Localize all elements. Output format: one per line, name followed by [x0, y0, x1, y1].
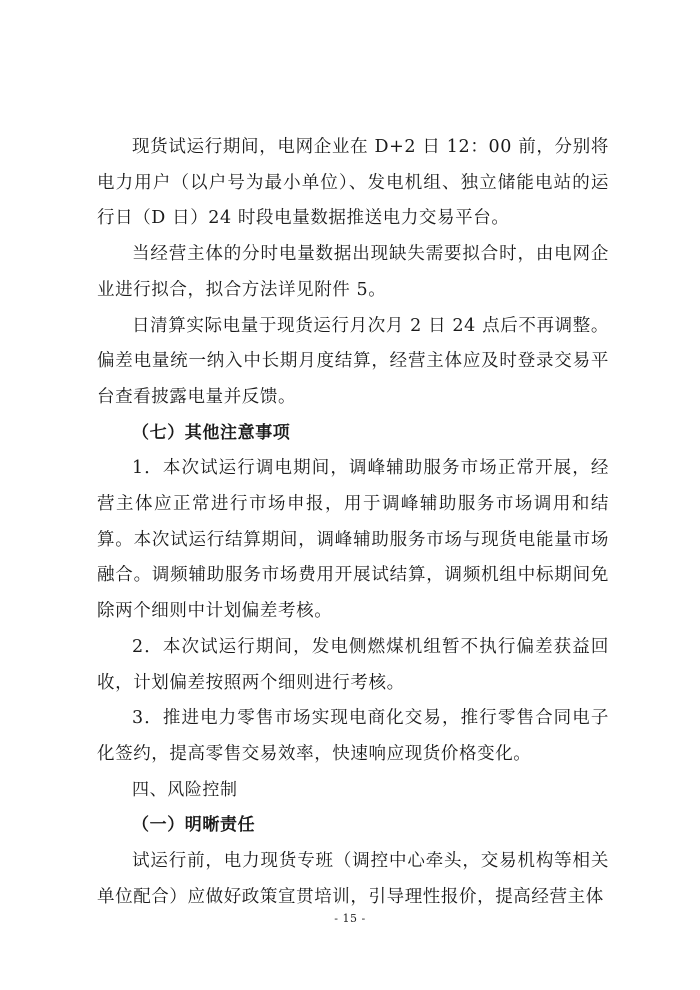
paragraph-item-1: 1．本次试运行调电期间，调峰辅助服务市场正常开展，经营主体应正常进行市场申报，用于调峰辅助服务市场调用和结算。本次试运行结算期间，调峰辅助服务市场与现货电能量市场融合。调频辅助服务市场费用开展试结算，调频机组中标期间免除两个细则中计划偏差考核。: [97, 458, 609, 622]
page-number: - 15 -: [334, 912, 366, 925]
paragraph-pre-trial: 试运行前，电力现货专班（调控中心牵头，交易机构等相关单位配合）应做好政策宣贯培训，引导理性报价，提高经营主体: [97, 851, 609, 907]
subheading-other-notes: （七）其他注意事项: [132, 422, 291, 443]
paragraph-data-push: 现货试运行期间，电网企业在 D+2 日 12：00 前，分别将电力用户（以户号为最小单位）、发电机组、独立储能电站的运行日（D 日）24 时段电量数据推送电力交易平台。: [97, 137, 609, 229]
paragraph-item-2: 2．本次试运行期间，发电侧燃煤机组暂不执行偏差获益回收，计划偏差按照两个细则进行考核。: [97, 636, 609, 693]
paragraph-item-3: 3．推进电力零售市场实现电商化交易，推行零售合同电子化签约，提高零售交易效率，快速响应现货价格变化。: [97, 708, 609, 764]
subheading-clarify-responsibility: （一）明晰责任: [132, 815, 256, 836]
paragraph-settlement: 日清算实际电量于现货运行月次月 2 日 24 点后不再调整。偏差电量统一纳入中长期月度结算，经营主体应及时登录交易平台查看披露电量并反馈。: [97, 315, 609, 407]
section-heading-risk-control: 四、风险控制: [132, 779, 238, 800]
paragraph-data-fitting: 当经营主体的分时电量数据出现缺失需要拟合时，由电网企业进行拟合，拟合方法详见附件 5。: [97, 244, 609, 300]
document-body: [97, 130, 609, 915]
